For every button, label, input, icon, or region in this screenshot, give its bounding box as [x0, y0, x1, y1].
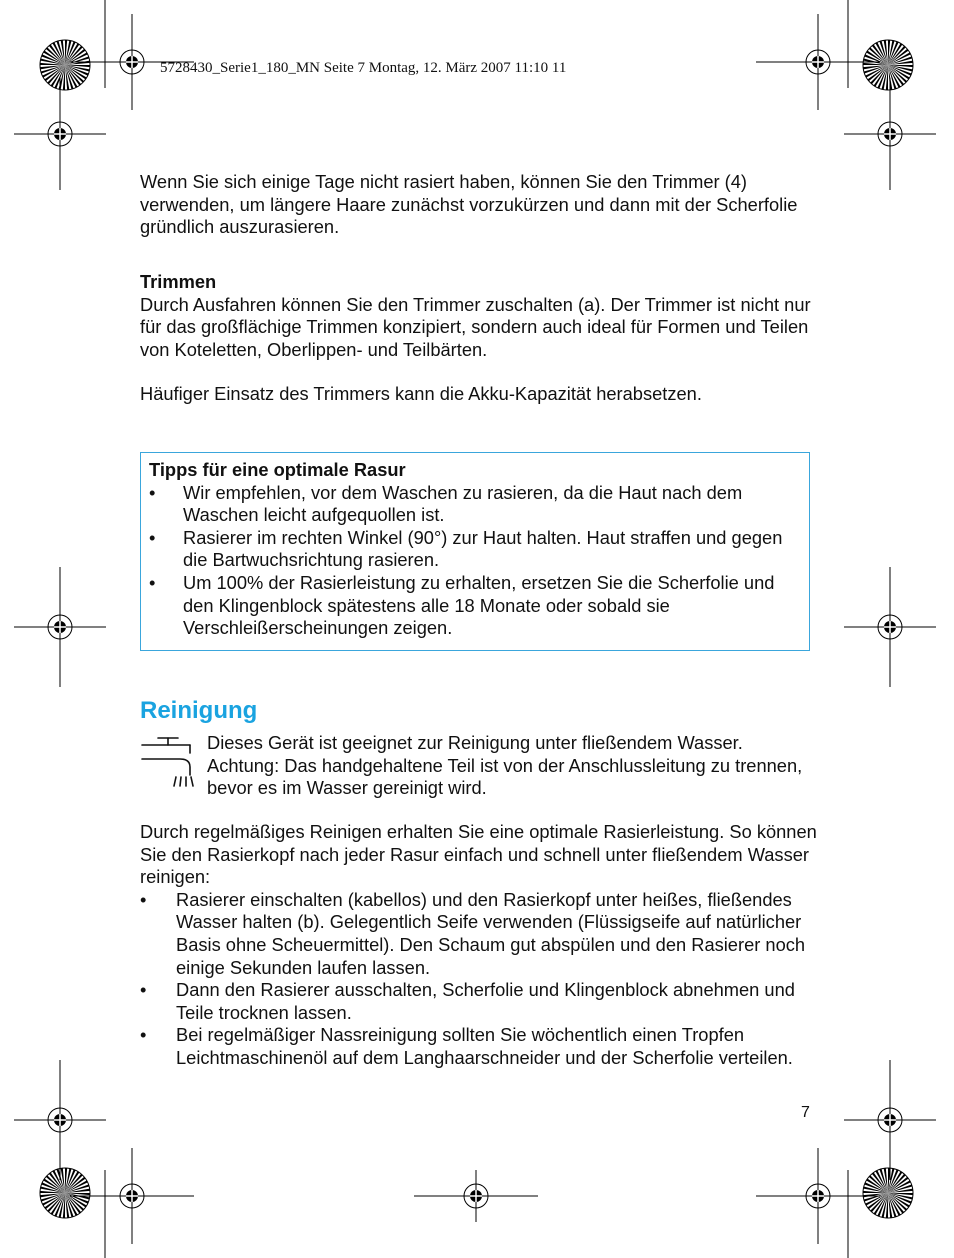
cleaning-heading: Reinigung — [140, 697, 258, 724]
starburst-mark — [863, 1168, 913, 1218]
tips-list — [149, 482, 801, 640]
crosshair-mark — [756, 14, 880, 110]
print-slug: 5728430_Serie1_180_MN Seite 7 Montag, 12. März 2007 11:10 11 — [160, 60, 567, 76]
crosshair-mark — [414, 1170, 538, 1222]
bullet: • — [149, 481, 156, 503]
cleaning-list — [140, 889, 820, 1070]
cleaning-intro: Durch regelmäßiges Reinigen erhalten Sie eine optimale Rasierleistung. So können Sie den Rasierkopf nach jeder Rasur einfach und schnell unter fließendem Wasser reinigen: — [140, 821, 817, 888]
list-item: • Um 100% der Rasierleistung zu erhalten, ersetzen Sie die Scherfolie und den Klingenblock spätestens alle 18 Monate oder sobald sie Verschleißerscheinungen zeigen. — [149, 571, 775, 639]
bullet: • — [140, 979, 147, 1001]
faucet-icon — [140, 733, 196, 789]
bullet: • — [140, 1024, 147, 1046]
starburst-mark — [40, 1168, 90, 1218]
crosshair-mark — [70, 1148, 194, 1244]
tips-heading: Tipps für eine optimale Rasur — [149, 459, 406, 480]
bullet: • — [149, 526, 156, 548]
list-item: • Wir empfehlen, vor dem Waschen zu rasieren, da die Haut nach dem Waschen leicht aufgequollen ist. — [149, 481, 743, 526]
trimmen-note: Häufiger Einsatz des Trimmers kann die Akku-Kapazität herabsetzen. — [140, 383, 702, 404]
tips-box — [140, 452, 810, 651]
list-item: • Dann den Rasierer ausschalten, Scherfolie und Klingenblock abnehmen und Teile trocknen lassen. — [140, 979, 795, 1023]
starburst-mark — [863, 40, 913, 90]
bullet: • — [140, 888, 147, 910]
list-item: • Bei regelmäßiger Nassreinigung sollten Sie wöchentlich einen Tropfen Leichtmaschinenöl auf dem Langhaarschneider und der Scherfolie verteilen. — [140, 1024, 793, 1068]
crosshair-mark — [14, 78, 106, 190]
intro-paragraph: Wenn Sie sich einige Tage nicht rasiert haben, können Sie den Trimmer (4) verwenden, um längere Haare zunächst vorzukürzen und dann mit der Scherfolie gründlich auszurasieren. — [140, 171, 798, 238]
page-number: 7 — [801, 1104, 810, 1121]
crosshair-mark — [14, 567, 106, 687]
trimmen-body: Durch Ausfahren können Sie den Trimmer zuschalten (a). Der Trimmer ist nicht nur für das großflächige Trimmen konzipiert, sondern auch ideal für Formen und Teilen von Koteletten, Oberlippen- und Teilbärten. — [140, 293, 811, 360]
crosshair-mark — [756, 1148, 880, 1244]
starburst-mark — [40, 40, 90, 90]
section-trimmen — [140, 271, 820, 361]
crosshair-mark — [844, 567, 936, 687]
list-item: • Rasierer im rechten Winkel (90°) zur Haut halten. Haut straffen und gegen die Bartwuchsrichtung rasieren. — [149, 526, 783, 571]
crosshair-mark — [14, 1060, 106, 1180]
list-item: • Rasierer einschalten (kabellos) und den Rasierkopf unter heißes, fließendes Wasser halten (b). Gelegentlich Seife verwenden (Flüssigseife auf natürlicher Basis ohne Scheuermittel). Den Schaum gut abspülen und den Rasierer noch einige Sekunden laufen lassen. — [140, 888, 806, 978]
cleaning-warning: Dieses Gerät ist geeignet zur Reinigung unter fließendem Wasser. Achtung: Das handgehaltene Teil ist von der Anschlussleitung zu trennen, bevor es im Wasser gereinigt wird. — [207, 732, 803, 799]
bullet: • — [149, 571, 156, 593]
cleaning-instructions — [140, 821, 820, 1070]
trimmen-heading: Trimmen — [140, 271, 217, 292]
crosshair-mark — [844, 1060, 936, 1180]
crosshair-mark — [844, 78, 936, 190]
